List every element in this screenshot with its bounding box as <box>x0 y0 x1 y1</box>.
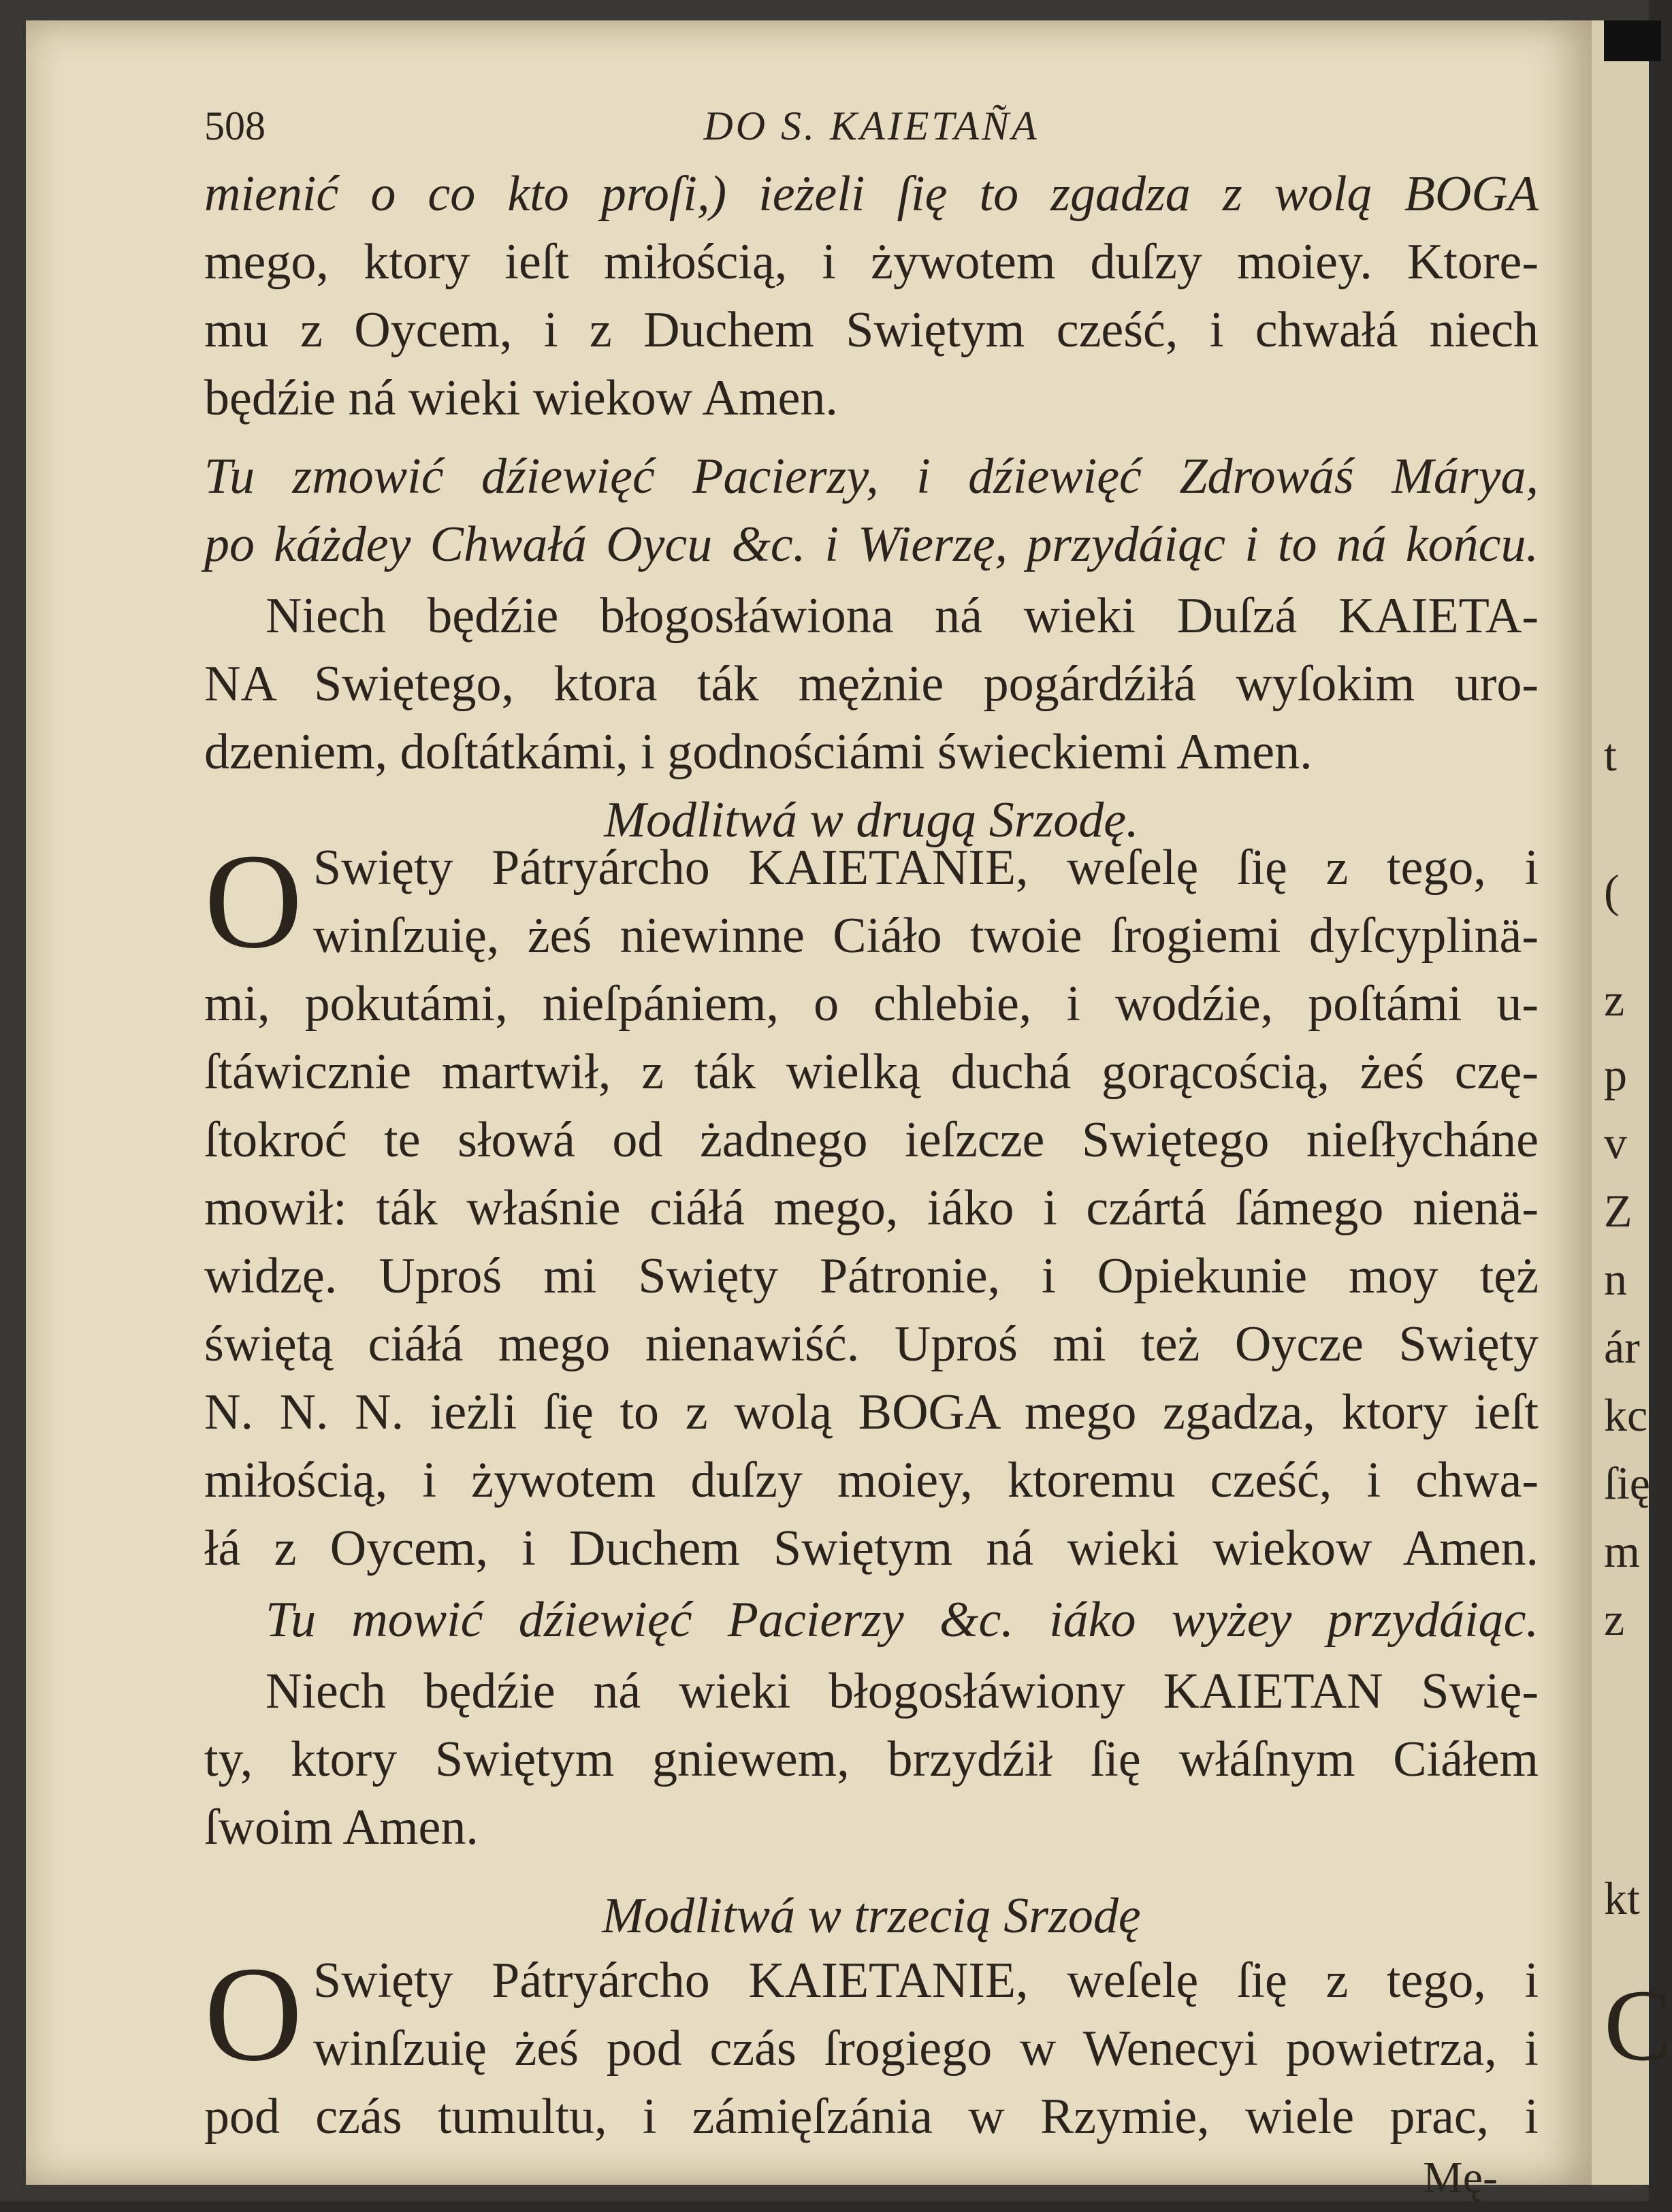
adjacent-fragment: m <box>1604 1525 1640 1577</box>
text-line: pod czás tumultu, i zámięſzánia w Rzymie, wiele prac, i <box>204 2089 1539 2145</box>
text-line: ſtokroć te słowá od żadnego ieſzcze Swiętego nieſłycháne <box>204 1112 1539 1168</box>
text-line: ty, ktory Swiętym gniewem, brzydźił ſię włáſnym Ciáłem <box>204 1731 1539 1787</box>
text-line: widzę. Uproś mi Swięty Pátronie, i Opiekunie moy tęż <box>204 1248 1539 1304</box>
adjacent-fragment: v <box>1604 1117 1627 1169</box>
page-header <box>204 95 1539 157</box>
text-line: łá z Oycem, i Duchem Swiętym ná wieki wiekow Amen. <box>204 1520 1539 1576</box>
text-line: świętą ciáłá mego nienawiść. Uproś mi też Oycze Swięty <box>204 1316 1539 1372</box>
adjacent-page-edge <box>1592 20 1672 2185</box>
catchword: Mę- <box>1423 2153 1498 2202</box>
scan-corner-mark <box>1604 20 1661 61</box>
drop-initial: O <box>204 1939 303 2089</box>
text-line: mu z Oycem, i z Duchem Swiętym cześć, i chwałá niech <box>204 302 1539 358</box>
adjacent-fragment: z <box>1604 974 1625 1026</box>
book-page <box>26 20 1592 2202</box>
adjacent-fragment: kc <box>1604 1389 1648 1441</box>
text-line: dzeniem, doſtátkámi, i godnościámi świeckiemi Amen. <box>204 724 1313 780</box>
text-line: mienić o co kto proſi,) ieżeli ſię to zgadza z wolą BOGA <box>204 166 1539 222</box>
adjacent-fragment: t <box>1604 729 1617 781</box>
adjacent-fragment: ( <box>1604 865 1620 917</box>
adjacent-fragment: n <box>1604 1253 1627 1305</box>
text-line: mego, ktory ieſt miłością, i żywotem duſzy moiey. Ktore- <box>204 234 1539 290</box>
adjacent-fragment: z <box>1604 1593 1625 1645</box>
adjacent-fragment: ſię <box>1604 1457 1650 1509</box>
text-line: miłością, i żywotem duſzy moiey, ktoremu cześć, i chwa- <box>204 1452 1539 1508</box>
drop-initial: O <box>204 826 303 977</box>
text-line: winſzuię, żeś niewinne Ciáło twoie ſrogiemi dyſcyplinä- <box>313 908 1539 964</box>
page-number: 508 <box>204 103 266 148</box>
adjacent-fragment: kt <box>1604 1872 1640 1924</box>
text-line: ſtáwicznie martwił, z ták wielką duchá gorącością, żeś czę- <box>204 1044 1539 1100</box>
text-line: mi, pokutámi, nieſpániem, o chlebie, i wodźie, poſtámi u- <box>204 976 1539 1032</box>
running-head: DO S. KAIETAÑA <box>703 103 1040 148</box>
section-heading: Modlitwá w trzecią Srzodę <box>602 1888 1141 1944</box>
adjacent-fragment: Z <box>1604 1185 1633 1237</box>
section-heading: Modlitwá w drugą Srzodę. <box>604 792 1139 848</box>
adjacent-fragment: C <box>1604 1969 1672 2082</box>
text-line: ſwoim Amen. <box>204 1800 479 1855</box>
text-line: N. N. N. ieżli ſię to z wolą BOGA mego zgadza, ktory ieſt <box>204 1384 1539 1440</box>
rubric-line: Tu mowić dźiewięć Pacierzy &c. iáko wyżey przydáiąc. <box>266 1592 1539 1648</box>
text-line: Swięty Pátryárcho KAIETANIE, weſelę ſię z tego, i <box>313 840 1539 896</box>
text-line: mowił: ták właśnie ciáłá mego, iáko i czártá ſámego nienä- <box>204 1180 1539 1236</box>
text-line: będźie ná wieki wiekow Amen. <box>204 370 838 426</box>
adjacent-fragment: ár <box>1604 1321 1640 1373</box>
text-line: Swięty Pátryárcho KAIETANIE, weſelę ſię z tego, i <box>313 1953 1539 2008</box>
rubric-line: po káżdey Chwałá Oycu &c. i Wierzę, przydáiąc i to ná końcu. <box>204 517 1539 572</box>
rubric-line: Tu zmowić dźiewięć Pacierzy, i dźiewięć Zdrowáś Márya, <box>204 449 1539 504</box>
text-line: winſzuię żeś pod czás ſrogiego w Wenecyi powietrza, i <box>313 2021 1539 2077</box>
adjacent-fragment: p <box>1604 1049 1627 1101</box>
text-line: Niech będźie błogosłáwiona ná wieki Duſzá KAIETA- <box>266 588 1539 644</box>
text-line: NA Swiętego, ktora ták mężnie pogárdźiłá wyſokim uro- <box>204 656 1539 712</box>
text-line: Niech będźie ná wieki błogosłáwiony KAIETAN Swię- <box>266 1663 1539 1719</box>
